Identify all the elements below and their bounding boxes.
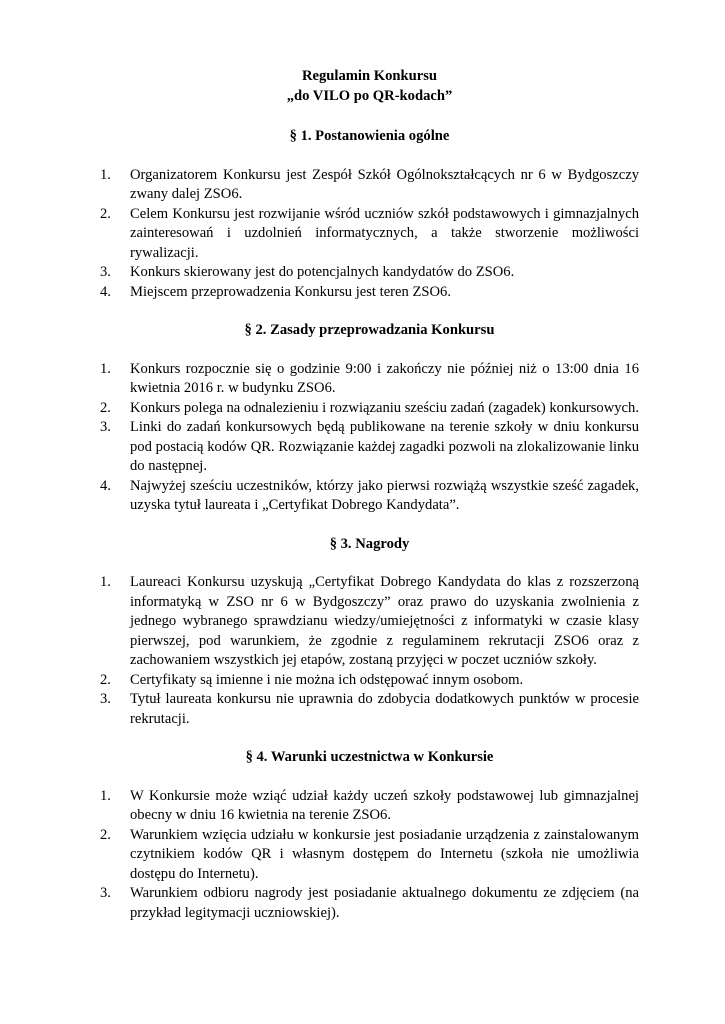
- list-item: [100, 477, 639, 516]
- item-text: Konkurs rozpocznie się o godzinie 9:00 i zakończy nie później niż o 13:00 dnia 16 kwietnia 2016 r. w budynku ZSO6.: [130, 360, 639, 396]
- item-number: 1.: [100, 360, 111, 377]
- section-heading: § 4. Warunki uczestnictwa w Konkursie: [245, 749, 494, 765]
- section-heading: § 2. Zasady przeprowadzania Konkursu: [244, 322, 495, 338]
- item-text: Warunkiem wzięcia udziału w konkursie jest posiadanie urządzenia z zainstalowanym czytnikiem kodów QR i własnym dostępem do Internetu (szkoła nie umożliwia dostępu do Internetu).: [130, 826, 639, 882]
- list-item: [100, 283, 639, 303]
- section-3: [100, 535, 639, 730]
- section-1: [100, 127, 639, 302]
- item-number: 3.: [100, 419, 111, 435]
- item-text: Konkurs skierowany jest do potencjalnych kandydatów do ZSO6.: [130, 264, 515, 280]
- item-number: 2.: [100, 671, 111, 688]
- list-item: [100, 399, 639, 419]
- item-text: Konkurs polega na odnalezieniu i rozwiązaniu sześciu zadań (zagadek) konkursowych.: [130, 399, 639, 416]
- list-item: [100, 884, 639, 923]
- section-list: [100, 787, 639, 924]
- item-number: 3.: [100, 885, 111, 901]
- section-list: [100, 360, 639, 516]
- section-list: [100, 166, 639, 303]
- item-number: 2.: [100, 399, 111, 416]
- list-item: [100, 418, 639, 477]
- list-item: [100, 263, 639, 283]
- list-item: [100, 787, 639, 826]
- item-number: 2.: [100, 205, 111, 222]
- item-text: Celem Konkursu jest rozwijanie wśród uczniów szkół podstawowych i gimnazjalnych zainteresowań i uzdolnień informatycznych, a także stworzenie możliwości rywalizacji.: [130, 205, 639, 261]
- list-item: [100, 573, 639, 671]
- section-heading: § 1. Postanowienia ogólne: [289, 128, 450, 144]
- item-number: 3.: [100, 691, 111, 707]
- section-heading: § 3. Nagrody: [329, 535, 410, 552]
- item-text: Laureaci Konkursu uzyskują „Certyfikat Dobrego Kandydata do klas z rozszerzoną informatyką w ZSO nr 6 w Bydgoszczy” oraz prawo do uzyskania zwolnienia z jednego wybranego sprawdzianu wiedzy/umiejętności z informatyki w czasie klasy pierwszej, pod warunkiem, że zgodnie z regulaminem rekrutacji ZSO6 oraz z zachowaniem wszystkich jej etapów, zostaną przyjęci w poczet uczniów szkoły.: [130, 574, 639, 668]
- section-list: [100, 573, 639, 729]
- item-text: W Konkursie może wziąć udział każdy uczeń szkoły podstawowej lub gimnazjalnej obecny w dniu 16 kwietnia na terenie ZSO6.: [130, 787, 639, 823]
- document-title-line-2: „do VILO po QR-kodach”: [286, 87, 453, 104]
- item-text: Najwyżej sześciu uczestników, którzy jako pierwsi rozwiążą wszystkie sześć zagadek, uzyska tytuł laureata i „Certyfikat Dobrego Kandydata”.: [130, 477, 639, 513]
- item-number: 3.: [100, 264, 111, 280]
- item-text: Miejscem przeprowadzenia Konkursu jest teren ZSO6.: [130, 283, 451, 300]
- item-number: 4.: [100, 283, 111, 300]
- list-item: [100, 360, 639, 399]
- list-item: [100, 671, 639, 691]
- item-number: 1.: [100, 166, 111, 183]
- item-text: Warunkiem odbioru nagrody jest posiadanie aktualnego dokumentu ze zdjęciem (na przykład legitymacji uczniowskiej).: [130, 885, 639, 921]
- section-4: [100, 748, 639, 923]
- list-item: [100, 826, 639, 885]
- item-text: Linki do zadań konkursowych będą publikowane na terenie szkoły w dniu konkursu pod postacią kodów QR. Rozwiązanie każdej zagadki pozwoli na zlokalizowanie linku do następnej.: [130, 419, 639, 474]
- list-item: [100, 166, 639, 205]
- list-item: [100, 690, 639, 729]
- item-number: 4.: [100, 477, 111, 494]
- item-text: Certyfikaty są imienne i nie można ich odstępować innym osobom.: [130, 671, 524, 688]
- item-text: Tytuł laureata konkursu nie uprawnia do zdobycia dodatkowych punktów w procesie rekrutacji.: [130, 691, 639, 727]
- item-number: 1.: [100, 574, 111, 590]
- item-number: 1.: [100, 787, 111, 804]
- list-item: [100, 205, 639, 264]
- item-number: 2.: [100, 826, 111, 843]
- document-page: [100, 67, 639, 923]
- document-title-line-1: Regulamin Konkursu: [301, 68, 438, 84]
- item-text: Organizatorem Konkursu jest Zespół Szkół Ogólnokształcących nr 6 w Bydgoszczy zwany dalej ZSO6.: [130, 166, 639, 202]
- section-2: [100, 321, 639, 516]
